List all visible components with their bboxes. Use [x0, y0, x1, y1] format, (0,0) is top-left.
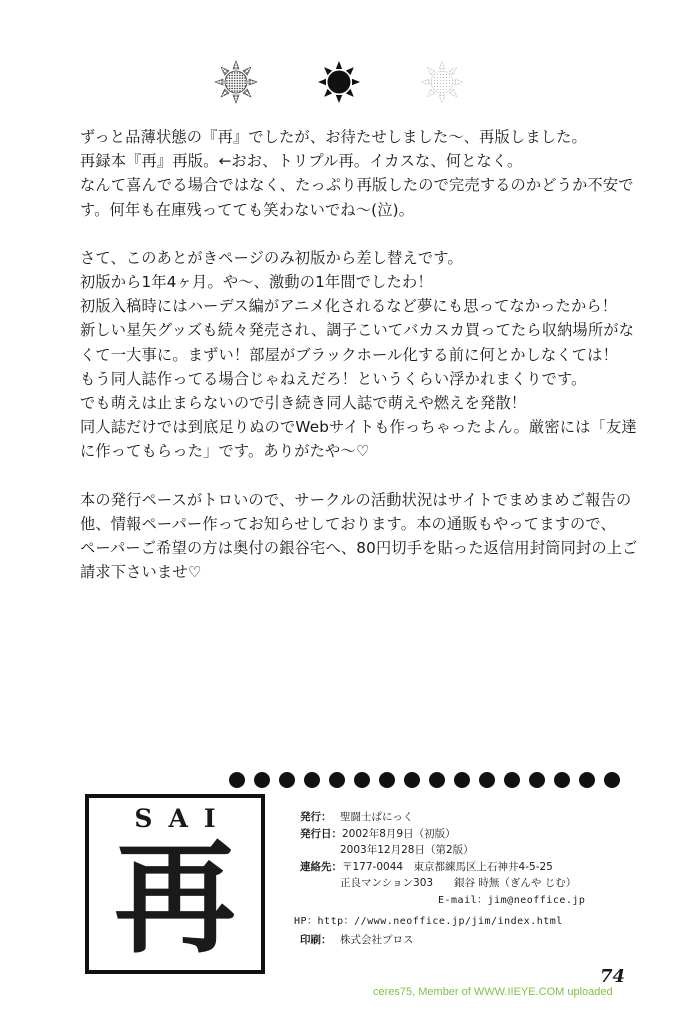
text-line: 他、情報ペーパー作ってお知らせしております。本の通販もやってますので、: [80, 514, 616, 533]
sai-logo: [85, 794, 265, 974]
text-line: 新しい星矢グッズも続々発売され、調子こいてバカスカ買ってたら収納場所がな: [80, 321, 635, 340]
first-edition-date: 2002年8月9日（初版）: [342, 827, 456, 840]
sun-light-icon: [420, 60, 464, 104]
text-line: す。何年も在庫残ってても笑わないでね～(泣)。: [80, 200, 415, 219]
sun-icons-row: [214, 60, 464, 104]
second-edition-date: 2003年12月28日（第2版）: [340, 844, 474, 857]
homepage-url: HP：http：//www.neoffice.jp/jim/index.html: [294, 915, 563, 927]
text-line: さて、このあとがきページのみ初版から差し替えです。: [80, 248, 463, 267]
text-line: 初版入稿時にはハーデス編がアニメ化されるなど夢にも思ってなかったから！: [80, 297, 618, 316]
text-line: 初版から1年4ヶ月。や～、激動の1年間でしたわ！: [80, 273, 433, 292]
publisher-row: [300, 809, 620, 826]
afterword-text: [80, 125, 638, 608]
text-line: 請求下さいませ♡: [80, 563, 202, 582]
date-label: 発行日：: [300, 827, 342, 840]
text-line: ペーパーご希望の方は奥付の銀谷宅へ、80円切手を貼った返信用封筒同封の上ご: [80, 539, 638, 558]
homepage-row: [294, 914, 620, 931]
address-row-2: [300, 875, 620, 892]
logo-kanji: 再: [114, 826, 236, 970]
printer-row: [300, 932, 620, 949]
text-line: ずっと品薄状態の『再』でしたが、お待たせしました～、再版しました。: [80, 128, 587, 146]
printer-name: 株式会社プロス: [340, 934, 414, 947]
dot-divider: [227, 770, 637, 790]
scan-credit: ceres75, Member of WWW.IIEYE.COM uploaded: [373, 986, 613, 998]
text-line: もう同人誌作ってる場合じゃねえだろ！というくらい浮かれまくりです。: [80, 369, 587, 388]
paragraph-2: [80, 246, 637, 464]
email-text: E-mail：jim@neoffice.jp: [438, 894, 586, 906]
text-line: 再録本『再』再版。←おお、トリプル再。イカスな、何となく。: [80, 152, 523, 171]
text-line: なんて喜んでる場合ではなく、たっぷり再版したので完売するのかどうか不安で: [80, 176, 634, 195]
contact-row: [300, 859, 620, 876]
second-date-row: [300, 842, 620, 859]
text-line: に作ってもらった」です。ありがたや～♡: [80, 442, 370, 461]
colophon: [294, 809, 620, 949]
publisher-name: 聖闘士ぱにっく: [340, 811, 414, 823]
page-number: 74: [600, 966, 626, 987]
text-line: くて一大事に。まずい！部屋がブラックホール化する前に何とかしなくては！: [80, 345, 618, 364]
text-line: 同人誌だけでは到底足りぬのでWebサイトも作っちゃったよん。厳密には「友達: [80, 418, 637, 437]
email-row: [300, 893, 620, 910]
paragraph-3: [80, 488, 638, 585]
contact-label: 連絡先：: [300, 860, 342, 873]
logo-title: SAI: [134, 804, 232, 833]
publisher-label: 発行：: [300, 811, 332, 823]
printer-label: 印刷：: [300, 934, 332, 947]
text-line: でも萌えは止まらないので引き続き同人誌で萌えや燃えを発散！: [80, 394, 527, 413]
sun-black-icon: [317, 60, 361, 104]
address-line-1: 〒177-0044 東京都練馬区上石神井4-5-25: [342, 860, 553, 873]
paragraph-1: [80, 125, 634, 222]
date-row: [300, 826, 620, 843]
sun-halftone-icon: [214, 60, 258, 104]
address-line-2: 正良マンション303 銀谷 時無（ぎんや じむ）: [340, 877, 577, 890]
text-line: 本の発行ペースがトロいので、サークルの活動状況はサイトでまめまめご報告の: [80, 490, 632, 509]
